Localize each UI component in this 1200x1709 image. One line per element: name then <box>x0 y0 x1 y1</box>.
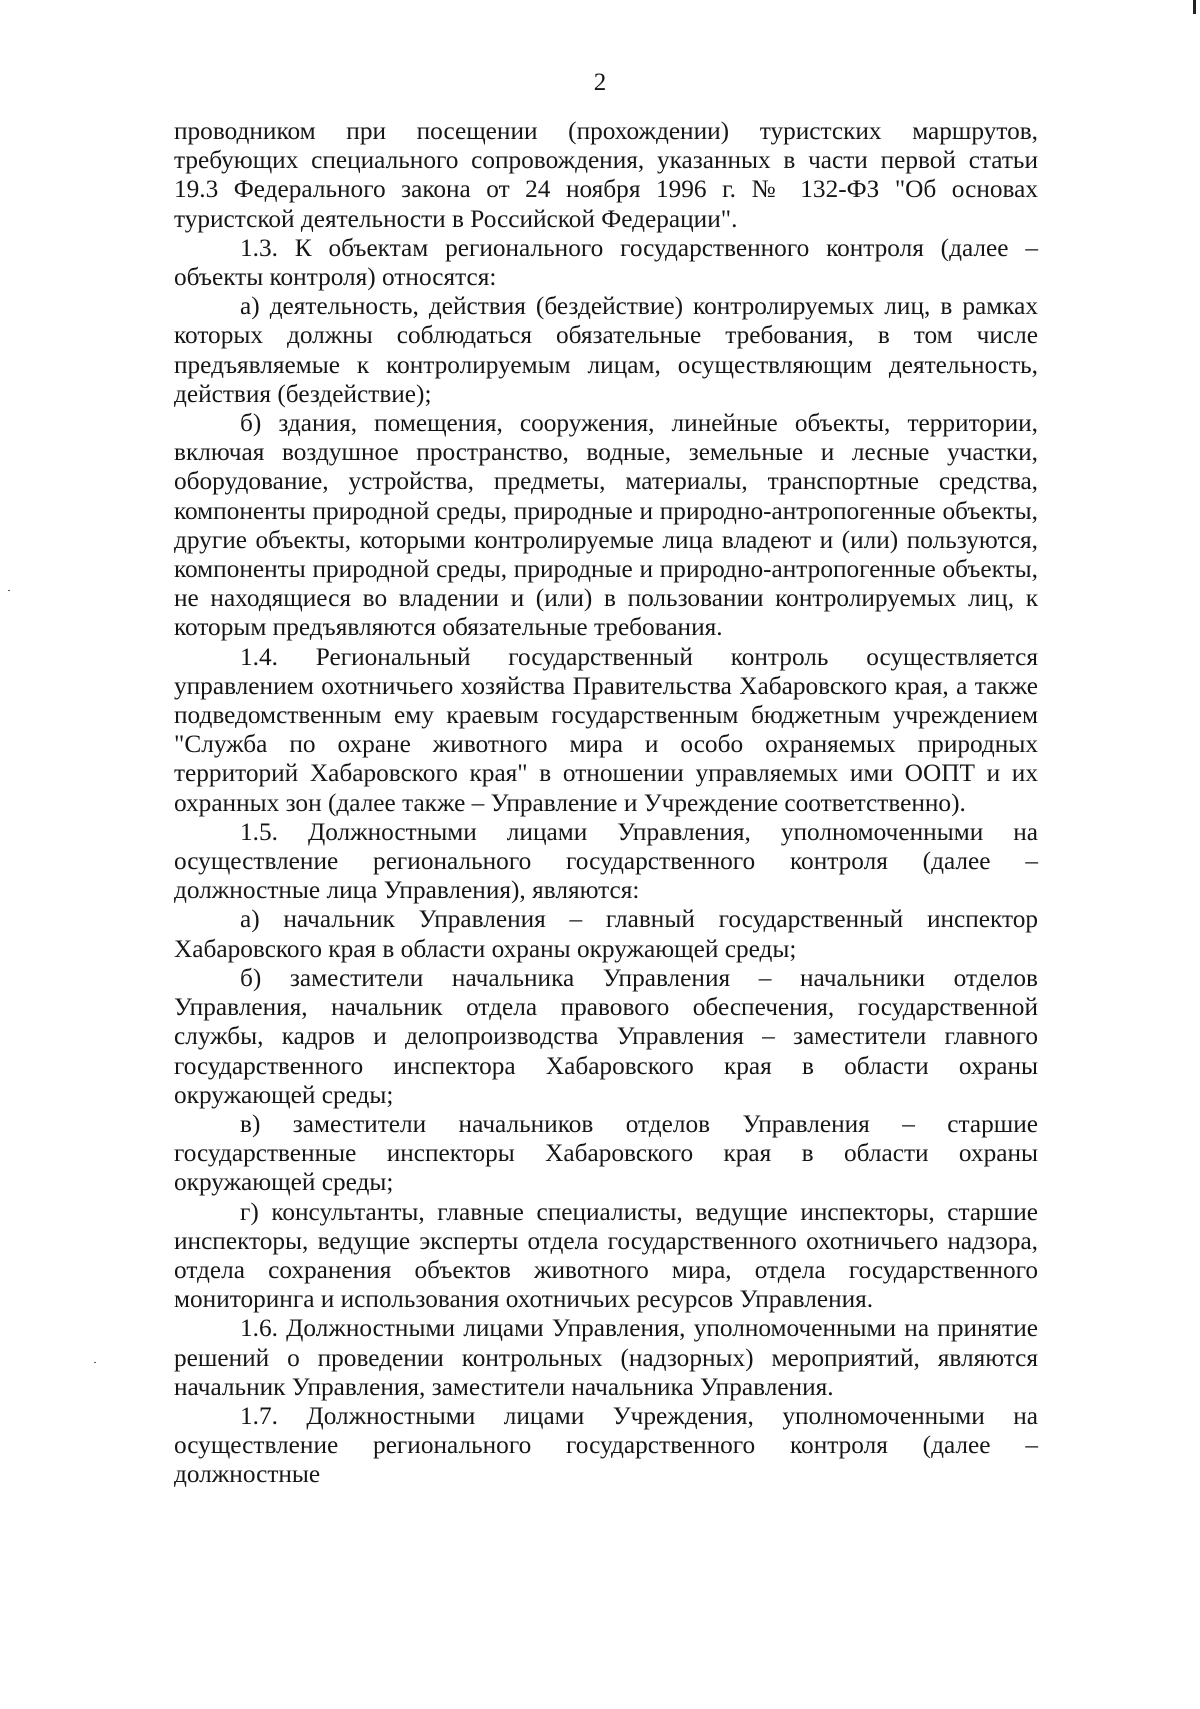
paragraph: 1.4. Региональный государственный контроль осуществляется управлением охотничьего хозяйства Правительства Хабаровского края, а также подведомственным ему краевым государственным бюджетным учреждением "Служба по охране животного мира и особо охраняемых природных территорий Хабаровского края" в отношении управляемых ими ООПТ и их охранных зон (далее также – Управление и Учреждение соответственно). <box>174 642 1038 817</box>
scan-speck <box>94 1362 96 1363</box>
paragraph: б) здания, помещения, сооружения, линейные объекты, территории, включая воздушное пространство, водные, земельные и лесные участки, оборудование, устройства, предметы, материалы, транспортные средства, компоненты природной среды, природные и природно-антропогенные объекты, другие объекты, которыми контролируемые лица владеют и (или) пользуются, компоненты природной среды, природные и природно-антропогенные объекты, не находящиеся во владении и (или) в пользовании контролируемых лиц, к которым предъявляются обязательные требования. <box>174 409 1038 642</box>
paragraph: проводником при посещении (прохождении) туристских маршрутов, требующих специального сопровождения, указанных в части первой статьи 19.3 Федерального закона от 24 ноября 1996 г. № 132-ФЗ "Об основах туристской деятельности в Российской Федерации". <box>174 117 1038 233</box>
scan-speck <box>8 590 10 591</box>
paragraph: 1.7. Должностными лицами Учреждения, уполномоченными на осуществление регионального государственного контроля (далее – должностные <box>174 1401 1038 1489</box>
document-body <box>174 117 1038 1490</box>
paragraph: а) деятельность, действия (бездействие) контролируемых лиц, в рамках которых должны соблюдаться обязательные требования, в том числе предъявляемые к контролируемым лицам, осуществляющим деятельность, действия (бездействие); <box>174 292 1038 408</box>
paragraph: б) заместители начальника Управления – начальники отделов Управления, начальник отдела правового обеспечения, государственной службы, кадров и делопроизводства Управления – заместители главного государственного инспектора Хабаровского края в области охраны окружающей среды; <box>174 963 1038 1109</box>
scan-edge-mark <box>1193 0 1196 14</box>
paragraph: 1.3. К объектам регионального государственного контроля (далее – объекты контроля) относятся: <box>174 233 1038 292</box>
paragraph: 1.5. Должностными лицами Управления, уполномоченными на осуществление регионального государственного контроля (далее – должностные лица Управления), являются: <box>174 817 1038 905</box>
paragraph: г) консультанты, главные специалисты, ведущие инспекторы, старшие инспекторы, ведущие эксперты отдела государственного охотничьего надзора, отдела сохранения объектов животного мира, отдела государственного мониторинга и использования охотничьих ресурсов Управления. <box>174 1197 1038 1314</box>
paragraph: 1.6. Должностными лицами Управления, уполномоченными на принятие решений о проведении контрольных (надзорных) мероприятий, являются начальник Управления, заместители начальника Управления. <box>174 1314 1038 1401</box>
paragraph: а) начальник Управления – главный государственный инспектор Хабаровского края в области охраны окружающей среды; <box>174 905 1038 963</box>
page-number: 2 <box>593 69 607 96</box>
paragraph: в) заместители начальников отделов Управления – старшие государственные инспекторы Хабаровского края в области охраны окружающей среды; <box>174 1109 1038 1197</box>
